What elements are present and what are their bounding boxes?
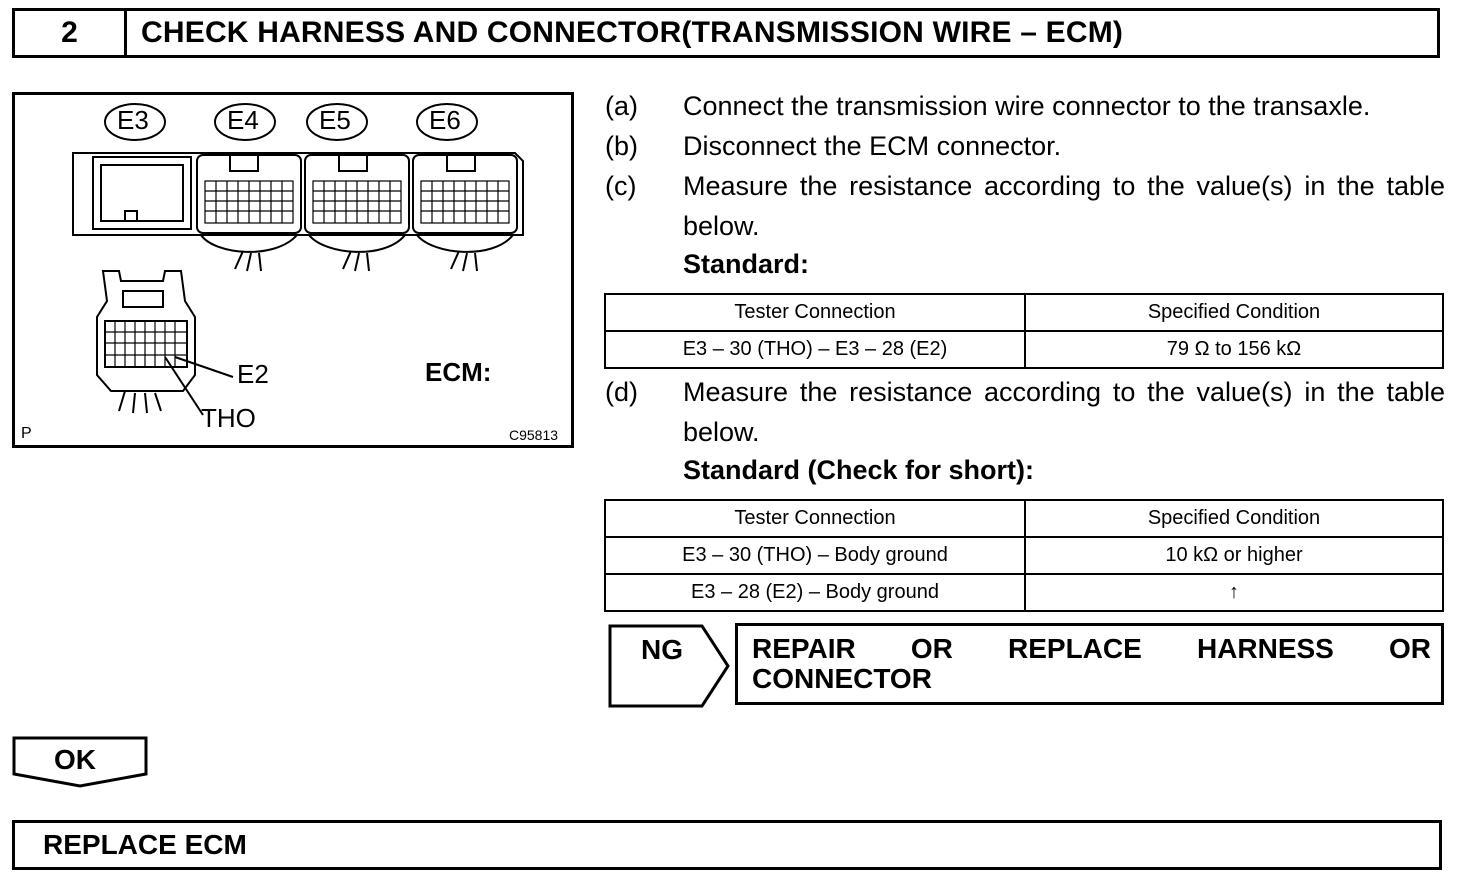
- figure-corner-mark: P: [21, 425, 32, 442]
- table-row: [605, 537, 1443, 574]
- ng-word: REPLACE: [1008, 633, 1142, 664]
- step-b-text: Disconnect the ECM connector.: [683, 131, 1062, 161]
- step-a: [605, 86, 1445, 126]
- standard-heading-2: Standard (Check for short):: [683, 455, 1035, 485]
- pin-label-e2: E2: [237, 359, 269, 389]
- harness-pin-grid: [105, 321, 187, 367]
- figure-code: C95813: [509, 427, 559, 443]
- table-header-row: [605, 294, 1443, 331]
- final-action-box: [12, 820, 1442, 870]
- connector-label-e5: E5: [319, 105, 351, 135]
- e6-pin-grid: [421, 181, 509, 223]
- step-d-text: Measure the resistance according to the value(s) in the table below.: [683, 377, 1445, 447]
- final-action-text: REPLACE ECM: [43, 829, 247, 860]
- connector-illustration: [12, 92, 574, 448]
- ng-action-line1: [752, 634, 1431, 664]
- pin-label-tho: THO: [201, 403, 256, 433]
- step-b: [605, 126, 1445, 166]
- e5-pin-grid: [313, 181, 401, 223]
- connector-label-e4: E4: [227, 105, 259, 135]
- table-header-row: [605, 500, 1443, 537]
- connector-label-e6: E6: [429, 105, 461, 135]
- standard-table-1: [604, 293, 1444, 369]
- step-header: [12, 8, 1440, 58]
- ng-word: HARNESS: [1196, 633, 1334, 664]
- ok-label: OK: [54, 744, 96, 775]
- step-a-text: Connect the transmission wire connector to the transaxle.: [683, 91, 1371, 121]
- step-d-label: (d): [605, 377, 638, 407]
- table-cell: 10 kΩ or higher: [1025, 537, 1443, 574]
- step-a-label: (a): [605, 91, 638, 121]
- table-header-cell: Tester Connection: [605, 294, 1025, 331]
- ng-word: OR: [910, 633, 953, 664]
- ecm-label: ECM:: [425, 357, 492, 387]
- ng-label: NG: [641, 634, 683, 665]
- ng-word: OR: [1389, 633, 1431, 664]
- step-b-label: (b): [605, 131, 638, 161]
- connector-label-e3: E3: [117, 105, 149, 135]
- standard-table-2: [604, 499, 1444, 612]
- table-cell: E3 – 30 (THO) – E3 – 28 (E2): [605, 331, 1025, 368]
- standard-heading-1: Standard:: [683, 249, 810, 279]
- step-number: 2: [15, 11, 127, 55]
- table-row: [605, 331, 1443, 368]
- table-row: [605, 574, 1443, 611]
- ng-action-line2: CONNECTOR: [752, 663, 932, 694]
- table-header-cell: Tester Connection: [605, 500, 1025, 537]
- ng-action-box: [735, 623, 1444, 705]
- e3-block: [93, 157, 191, 229]
- table-cell: ↑: [1025, 574, 1443, 611]
- ecm-connector-drawing: [15, 95, 571, 445]
- step-c-text: Measure the resistance according to the value(s) in the table below.: [683, 171, 1445, 241]
- step-title: CHECK HARNESS AND CONNECTOR(TRANSMISSION WIRE – ECM): [141, 16, 1124, 49]
- table-header-cell: Specified Condition: [1025, 294, 1443, 331]
- step-d: [605, 372, 1445, 452]
- step-c-label: (c): [605, 171, 637, 201]
- table-cell: E3 – 30 (THO) – Body ground: [605, 537, 1025, 574]
- ng-word: REPAIR: [752, 633, 856, 664]
- table-header-cell: Specified Condition: [1025, 500, 1443, 537]
- step-c: [605, 166, 1445, 246]
- table-cell: E3 – 28 (E2) – Body ground: [605, 574, 1025, 611]
- e4-pin-grid: [205, 181, 293, 223]
- table-cell: 79 Ω to 156 kΩ: [1025, 331, 1443, 368]
- harness-connector: [97, 271, 195, 391]
